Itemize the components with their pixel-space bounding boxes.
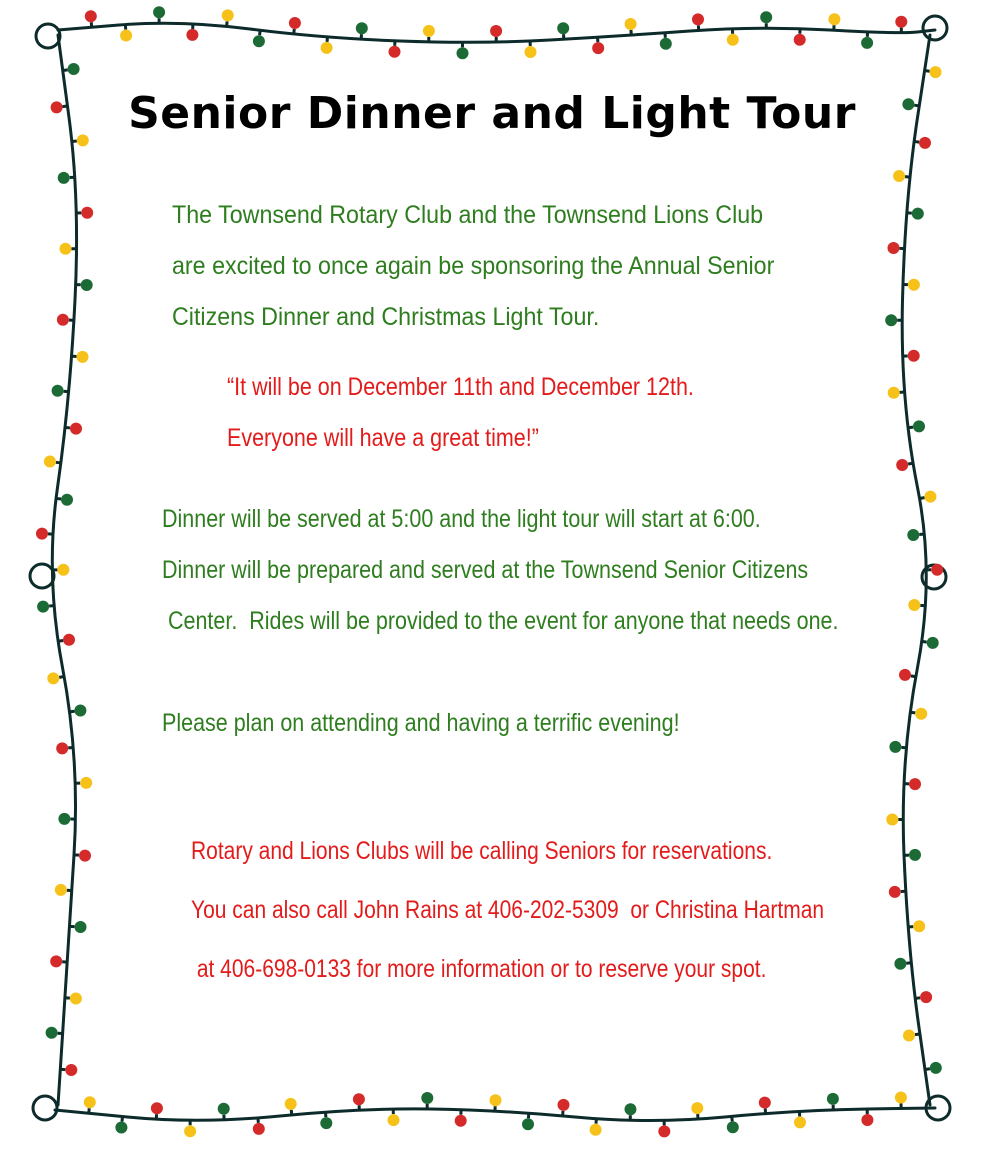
light-bulb — [63, 634, 75, 646]
light-bulb — [557, 22, 569, 34]
light-bulb — [321, 42, 333, 54]
bulb-socket — [70, 711, 75, 712]
bulb-socket — [56, 462, 61, 463]
light-bulb — [80, 777, 92, 789]
light-bulb — [115, 1122, 127, 1134]
light-bulb — [356, 22, 368, 34]
light-bulb — [36, 528, 48, 540]
light-bulb — [886, 814, 898, 826]
light-bulb — [899, 669, 911, 681]
light-bulb — [46, 1027, 58, 1039]
light-bulb — [77, 351, 89, 363]
date-quote: “It will be on December 11th and December 12th. Everyone will have a great time!” — [227, 373, 694, 452]
light-bulb — [888, 242, 900, 254]
light-bulb — [57, 314, 69, 326]
light-bulb — [70, 423, 82, 435]
light-bulb — [184, 1125, 196, 1137]
light-bulb — [490, 25, 502, 37]
light-bulb — [931, 564, 943, 576]
light-bulb — [74, 705, 86, 717]
light-bulb — [253, 35, 265, 47]
bulb-socket — [922, 641, 927, 642]
bulb-socket — [65, 427, 70, 428]
light-bulb — [924, 491, 936, 503]
light-bulb — [896, 459, 908, 471]
light-bulb — [457, 47, 469, 59]
light-bulb — [151, 1102, 163, 1114]
bulb-socket — [920, 498, 925, 499]
light-bulb — [75, 921, 87, 933]
light-bulb — [70, 993, 82, 1005]
light-bulb — [60, 243, 72, 255]
light-bulb — [37, 601, 49, 613]
light-bulb — [353, 1093, 365, 1105]
light-bulb — [84, 1096, 96, 1108]
light-bulb — [44, 456, 56, 468]
dinner-details: Dinner will be served at 5:00 and the light tour will start at 6:00. Dinner will be prepared and served at the Townsend Senior Citizens Center. Rides will be provided to the event for anyone that needs one. — [162, 505, 839, 635]
light-bulb — [68, 63, 80, 75]
light-bulb — [920, 991, 932, 1003]
wire-loop — [33, 1096, 57, 1120]
bulb-socket — [58, 641, 63, 642]
light-bulb — [895, 16, 907, 28]
bulb-socket — [260, 30, 261, 35]
light-bulb — [253, 1123, 265, 1135]
light-bulb — [827, 1093, 839, 1105]
light-bulb — [79, 850, 91, 862]
light-bulb — [421, 1092, 433, 1104]
light-bulb — [727, 34, 739, 46]
light-bulb — [52, 385, 64, 397]
light-bulb — [658, 1125, 670, 1137]
light-bulb — [522, 1118, 534, 1130]
light-bulb — [625, 1103, 637, 1115]
bulb-socket — [72, 141, 77, 142]
bulb-socket — [908, 427, 913, 428]
light-bulb — [218, 1103, 230, 1115]
light-bulb — [915, 708, 927, 720]
light-bulb — [861, 1114, 873, 1126]
light-bulb — [423, 25, 435, 37]
light-bulb — [85, 10, 97, 22]
light-bulb — [57, 564, 69, 576]
light-bulb — [691, 1102, 703, 1114]
light-bulb — [388, 1114, 400, 1126]
bulb-socket — [925, 1069, 930, 1070]
light-bulb — [55, 884, 67, 896]
light-bulb — [81, 207, 93, 219]
light-bulb — [389, 46, 401, 58]
light-bulb — [909, 849, 921, 861]
light-bulb — [590, 1124, 602, 1136]
light-bulb — [908, 279, 920, 291]
intro-paragraph: The Townsend Rotary Club and the Townsend Lions Club are excited to once again be sponsoring the Annual Senior Citizens Dinner and Christmas Light Tour. — [172, 201, 775, 331]
light-bulb — [794, 1116, 806, 1128]
light-bulb — [903, 1030, 915, 1042]
bulb-socket — [905, 177, 910, 178]
light-bulb — [794, 34, 806, 46]
light-bulb — [660, 38, 672, 50]
light-bulb — [907, 529, 919, 541]
light-bulb — [760, 11, 772, 23]
light-bulb — [50, 955, 62, 967]
light-bulb — [525, 46, 537, 58]
bulb-socket — [59, 677, 64, 678]
wire-loop — [923, 16, 947, 40]
light-bulb — [285, 1098, 297, 1110]
light-bulb — [58, 172, 70, 184]
light-bulb — [727, 1121, 739, 1133]
wire-loop — [30, 564, 54, 588]
wire-loop — [36, 24, 60, 48]
light-bulb — [47, 672, 59, 684]
light-bulb — [930, 66, 942, 78]
light-bulb — [913, 420, 925, 432]
reservation-info: Rotary and Lions Clubs will be calling Seniors for reservations. You can also call John Rains at 406-202-5309 or Christina Hartman at 406-698-0133 for more information or to reserve your spot. — [191, 837, 825, 983]
light-bulb — [61, 494, 73, 506]
light-bulb — [692, 13, 704, 25]
bulb-socket — [908, 463, 913, 464]
light-bulb — [913, 920, 925, 932]
bulb-socket — [63, 70, 68, 71]
bulb-socket — [915, 998, 920, 999]
light-bulb — [289, 17, 301, 29]
light-bulb — [186, 29, 198, 41]
bulb-socket — [911, 676, 916, 677]
light-bulb — [908, 350, 920, 362]
light-bulb — [759, 1097, 771, 1109]
light-bulb — [909, 778, 921, 790]
light-bulb — [912, 208, 924, 220]
light-bulb — [893, 170, 905, 182]
bulb-socket — [56, 498, 61, 499]
light-bulb — [889, 741, 901, 753]
light-bulb — [908, 599, 920, 611]
light-bulb — [885, 314, 897, 326]
light-bulb — [222, 9, 234, 21]
light-bulb — [889, 886, 901, 898]
light-bulb — [828, 13, 840, 25]
invitation-line: Please plan on attending and having a terrific evening! — [162, 709, 680, 737]
bulb-socket — [915, 1034, 920, 1035]
bulb-socket — [925, 70, 930, 71]
bulb-socket — [914, 141, 919, 142]
light-bulb — [592, 42, 604, 54]
light-bulb — [58, 813, 70, 825]
light-bulb — [895, 1092, 907, 1104]
light-bulb — [120, 30, 132, 42]
light-bulb — [490, 1094, 502, 1106]
light-bulb — [81, 279, 93, 291]
light-bulb — [888, 387, 900, 399]
light-bulb — [153, 6, 165, 18]
light-bulb — [930, 1062, 942, 1074]
light-bulb — [927, 637, 939, 649]
bulb-socket — [910, 712, 915, 713]
light-bulb — [625, 18, 637, 30]
light-bulb — [558, 1099, 570, 1111]
light-bulb — [320, 1117, 332, 1129]
light-bulb — [861, 37, 873, 49]
light-bulb — [56, 742, 68, 754]
light-bulb — [65, 1064, 77, 1076]
page-title: Senior Dinner and Light Tour — [128, 88, 856, 139]
light-bulb — [455, 1115, 467, 1127]
light-bulb — [894, 958, 906, 970]
